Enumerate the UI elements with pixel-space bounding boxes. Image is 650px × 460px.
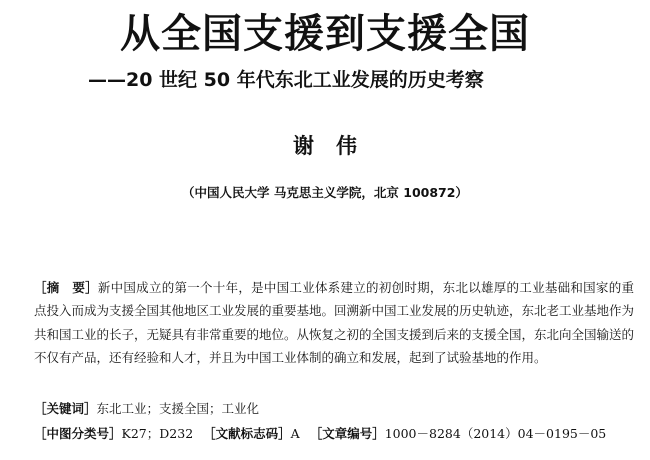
doc-code-value: A bbox=[290, 426, 300, 441]
article-number-label: ［文章编号］ bbox=[309, 426, 385, 441]
keywords-text: 东北工业；支援全国；工业化 bbox=[96, 401, 260, 416]
paper-title: 从全国支援到支援全国 bbox=[120, 11, 530, 57]
keywords-line bbox=[34, 399, 634, 419]
article-number-value: 1000－8284（2014）04－0195－05 bbox=[384, 426, 607, 441]
clc-label: ［中图分类号］ bbox=[34, 426, 122, 441]
classification-line bbox=[34, 424, 634, 444]
abstract-text: 新中国成立的第一个十年，是中国工业体系建立的初创时期，东北以雄厚的工业基础和国家的重点投入而成为支援全国其他地区工业发展的重要基地。回溯新中国工业发展的历史轨迹，东北老工业基地作为共和国工业的长子，无疑具有非常重要的地位。从恢复之初的全国支援到后来的支援全国，东北向全国输送的不仅有产品，还有经验和人才，并且为中国工业体制的确立和发展，起到了试验基地的作用。 bbox=[34, 280, 635, 366]
keywords-label: ［关键词］ bbox=[34, 401, 97, 416]
author-affiliation: （中国人民大学 马克思主义学院，北京 100872） bbox=[182, 185, 468, 200]
abstract-label: ［摘 要］ bbox=[34, 280, 98, 295]
paper-subtitle: ——20 世纪 50 年代东北工业发展的历史考察 bbox=[88, 69, 484, 91]
author-name: 谢伟 bbox=[293, 134, 379, 158]
clc-value: K27；D232 bbox=[121, 426, 194, 441]
doc-code-label: ［文献标志码］ bbox=[203, 426, 291, 441]
abstract-paragraph bbox=[34, 276, 634, 370]
